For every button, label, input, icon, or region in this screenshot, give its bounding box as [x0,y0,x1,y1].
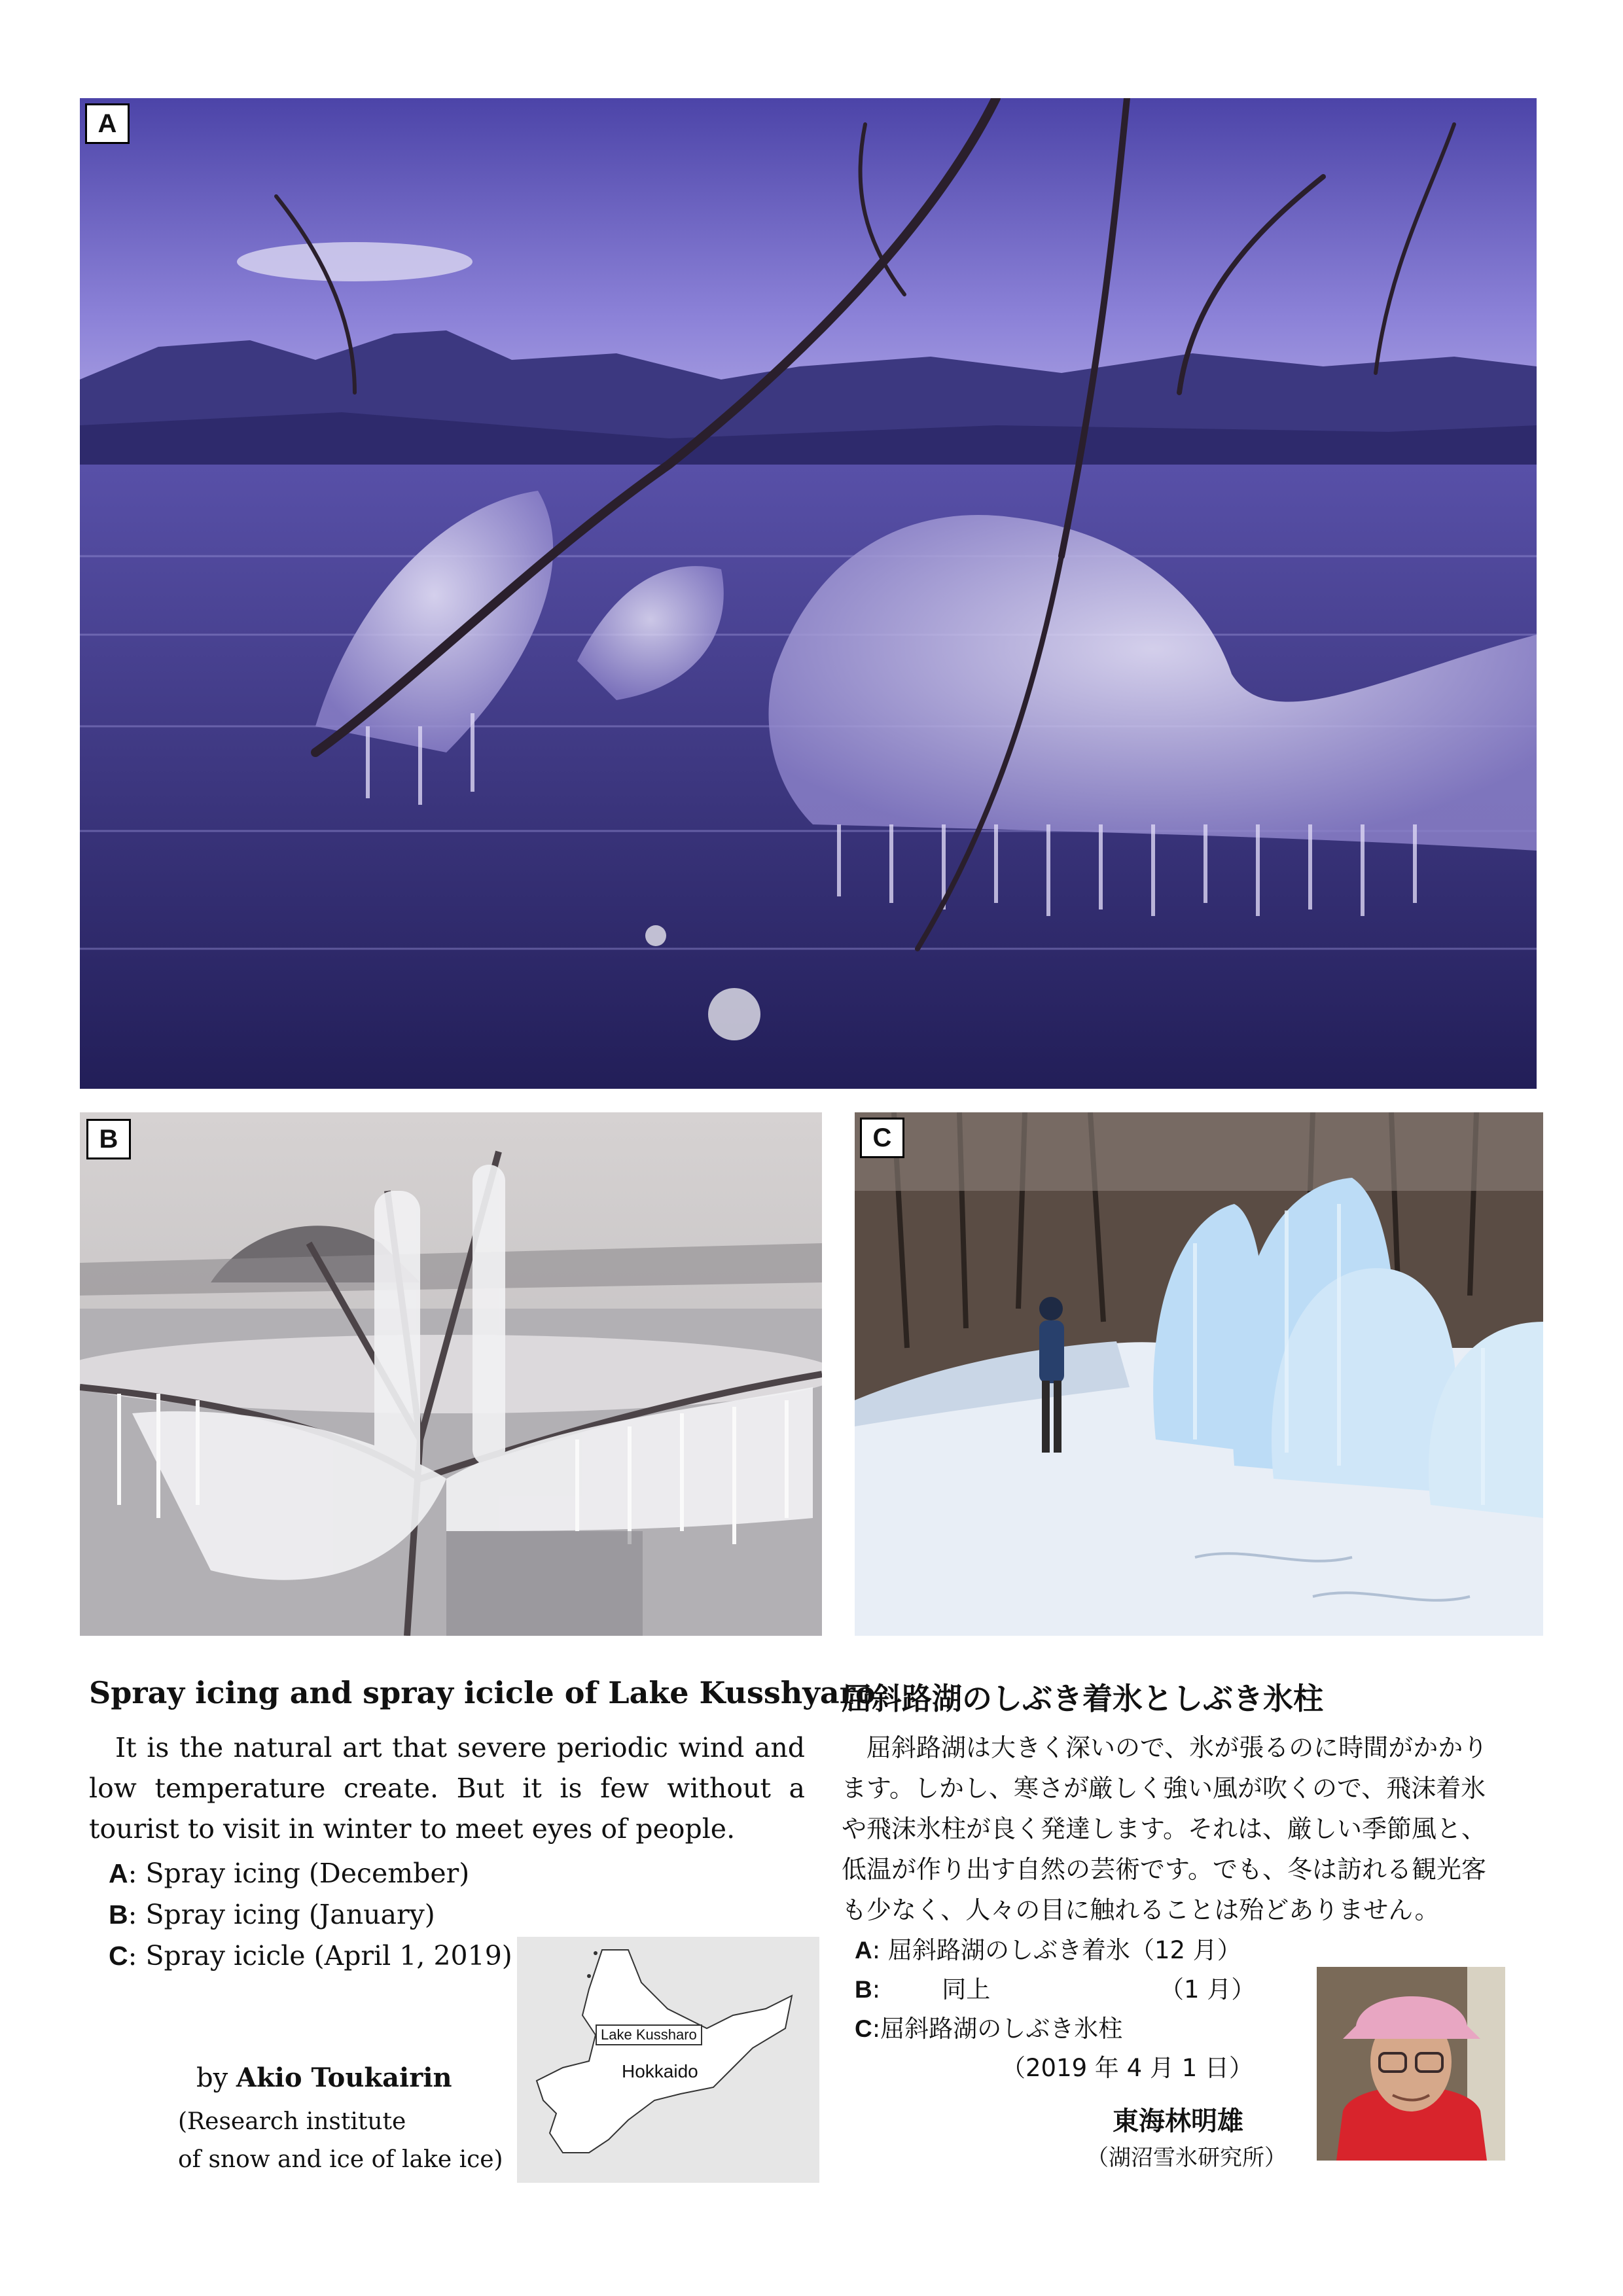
caption-b-text: : Spray icing (January) [128,1899,435,1930]
english-body [89,1727,805,1849]
japanese-body-line-4: 低温が作り出す自然の芸術です。でも、冬は訪れる観光客 [842,1855,1486,1884]
english-body-text: It is the natural art that severe periodic wind and low temperature create. But it is few without a tourist to visit in winter to meet eyes of people. [89,1732,805,1845]
japanese-body-line-2: ます。しかし、寒さが厳しく強い風が吹くので、飛沫着氷 [842,1774,1486,1803]
affiliation-line-1: (Research institute [178,2108,406,2135]
caption-c-text: : Spray icicle (April 1, 2019) [128,1940,512,1971]
hokkaido-map [517,1937,819,2183]
photo-panel-a [80,98,1537,1089]
panel-b-label: B [86,1119,131,1159]
caption-a-text: : Spray icing (December) [128,1858,470,1889]
affiliation-line-2: of snow and ice of lake ice) [178,2146,503,2173]
panel-c-label: C [860,1118,904,1158]
japanese-title: 屈斜路湖のしぶき着氷としぶき氷柱 [842,1681,1323,1716]
english-title: Spray icing and spray icicle of Lake Kusshyaro [89,1675,876,1710]
author-name: Akio Toukairin [236,2062,452,2093]
jp-caption-a-text: : 屈斜路湖のしぶき着氷（12 月） [872,1936,1241,1964]
jp-caption-b-text: : 同上 （1 月） [872,1975,1256,2004]
jp-caption-a-key: A [855,1937,872,1964]
jp-caption-c-text: :屈斜路湖のしぶき氷柱 [872,2015,1123,2043]
photo-panel-c [855,1112,1543,1636]
japanese-caption-b [855,1969,1255,2005]
japanese-caption-c [855,2009,1122,2044]
japanese-affiliation: （湖沼雪氷研究所） [1086,2145,1287,2171]
hokkaido-label: Hokkaido [622,2061,698,2081]
japanese-body-line-5: も少なく、人々の目に触れることは殆どありません。 [842,1896,1440,1924]
caption-c [109,1935,512,1977]
japanese-body [842,1727,1539,1930]
lake-ice-photo-a [80,98,1537,1089]
jp-caption-b-key: B [855,1976,872,2003]
author-portrait-image [1317,1967,1505,2161]
japanese-caption-a [855,1930,1241,1966]
japanese-author: 東海林明雄 [1113,2106,1243,2136]
japanese-body-line-3: や飛沫氷柱が良く発達します。それは、厳しい季節風と、 [842,1814,1486,1843]
english-affiliation [178,2103,503,2179]
english-author [196,2062,452,2093]
japanese-caption-date: （2019 年 4 月 1 日） [1001,2054,1254,2082]
panel-a-label: A [85,103,130,144]
caption-a [109,1853,512,1894]
author-portrait [1317,1967,1505,2161]
caption-c-key: C [109,1941,128,1971]
hokkaido-map-graphic [517,1937,819,2183]
english-caption-list [109,1853,512,1977]
japanese-body-line-1: 屈斜路湖は大きく深いので、氷が張るのに時間がかかり [842,1733,1488,1762]
author-prefix: by [196,2063,236,2093]
spray-icicle-photo-c [855,1112,1543,1636]
photo-panel-b [80,1112,822,1636]
jp-caption-c-key: C [855,2015,872,2042]
lake-kussharo-label: Lake Kussharo [596,2024,702,2045]
caption-a-key: A [109,1858,128,1888]
caption-b-key: B [109,1899,128,1930]
spray-icing-photo-b [80,1112,822,1636]
caption-b [109,1894,512,1935]
